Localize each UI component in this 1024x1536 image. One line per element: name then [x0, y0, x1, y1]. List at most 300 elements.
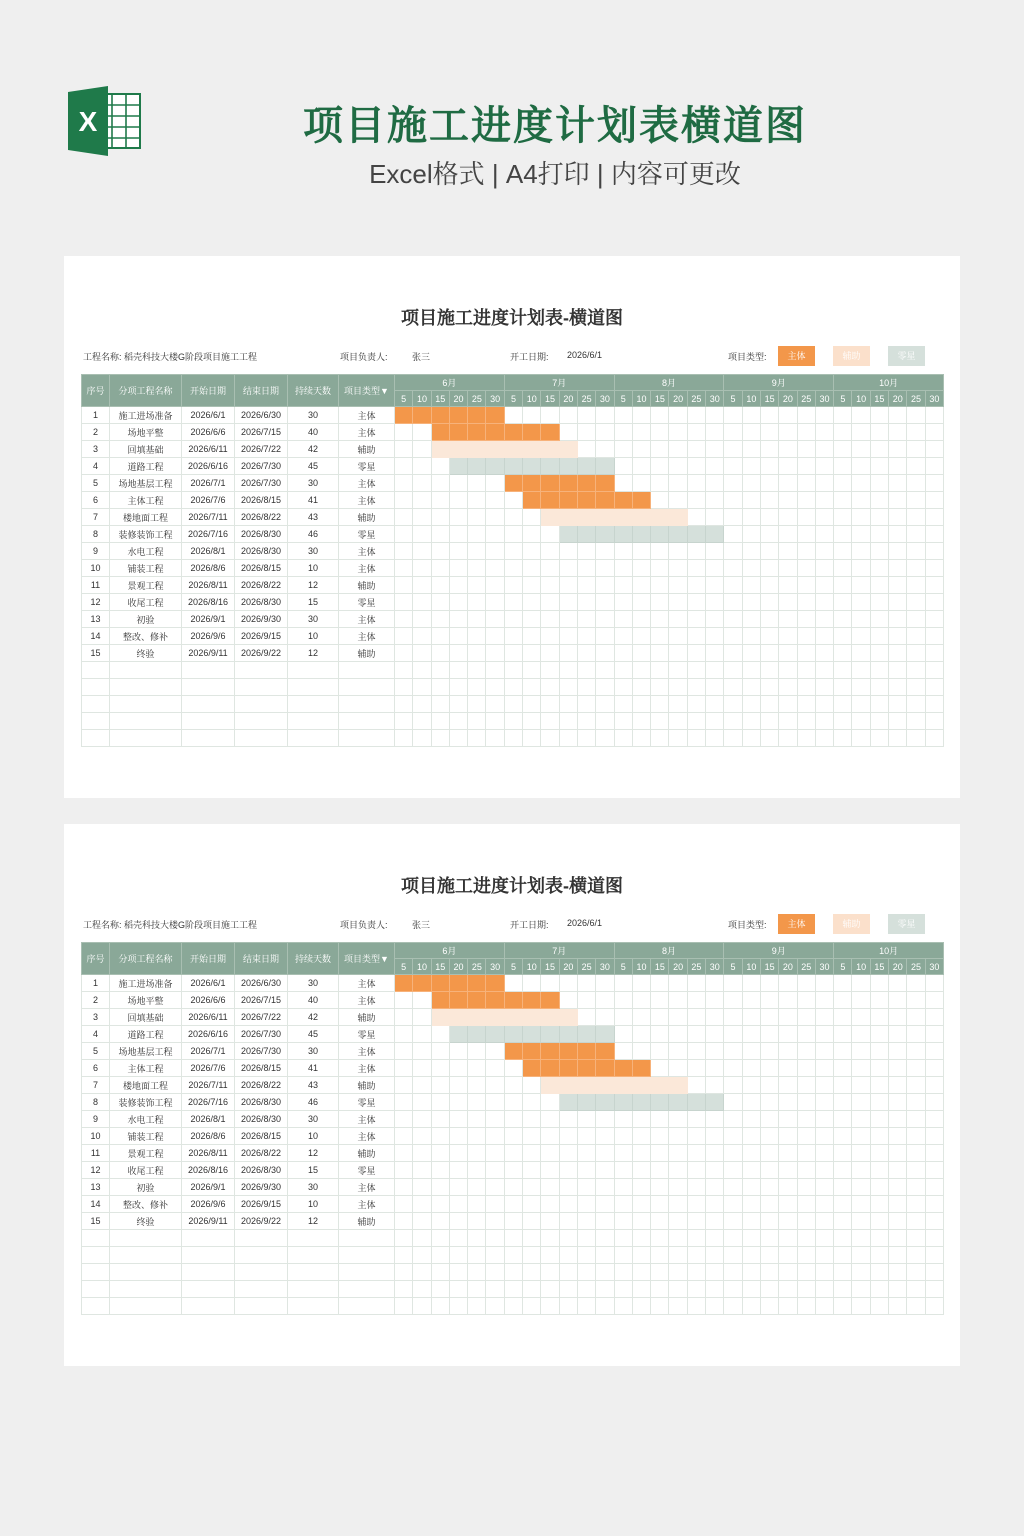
cell-no[interactable]: 13 [82, 611, 110, 628]
cell-type[interactable]: 主体 [339, 492, 395, 509]
header-cell[interactable]: 项目类型▼ [339, 943, 395, 975]
cell-end[interactable]: 2026/8/15 [235, 1060, 288, 1077]
gantt-cell [541, 1111, 559, 1128]
table-row[interactable] [82, 1111, 944, 1128]
gantt-cell [669, 1128, 687, 1145]
cell-name[interactable]: 整改、修补 [110, 628, 182, 645]
gantt-cell [577, 424, 595, 441]
cell-name[interactable]: 主体工程 [110, 492, 182, 509]
cell-days[interactable]: 10 [288, 1128, 339, 1145]
cell-no[interactable]: 1 [82, 407, 110, 424]
cell-start[interactable]: 2026/9/11 [182, 645, 235, 662]
cell-end[interactable]: 2026/9/22 [235, 645, 288, 662]
cell-days[interactable]: 12 [288, 577, 339, 594]
cell-no[interactable]: 4 [82, 1026, 110, 1043]
cell-start[interactable]: 2026/9/1 [182, 611, 235, 628]
gantt-cell [907, 1009, 925, 1026]
cell-type[interactable]: 主体 [339, 992, 395, 1009]
cell-type[interactable]: 辅助 [339, 509, 395, 526]
gantt-cell [632, 1128, 650, 1145]
cell-end[interactable]: 2026/8/30 [235, 1162, 288, 1179]
cell-end[interactable]: 2026/7/30 [235, 1026, 288, 1043]
legend-misc: 零星 [888, 346, 925, 366]
cell-no[interactable]: 5 [82, 1043, 110, 1060]
cell-days[interactable]: 10 [288, 560, 339, 577]
empty-cell [288, 696, 339, 713]
cell-name[interactable]: 整改、修补 [110, 1196, 182, 1213]
empty-cell [541, 662, 559, 679]
empty-cell [182, 713, 235, 730]
table-row[interactable] [82, 424, 944, 441]
cell-end[interactable]: 2026/7/30 [235, 458, 288, 475]
table-row[interactable] [82, 407, 944, 424]
empty-cell [834, 1230, 852, 1247]
cell-name[interactable]: 景观工程 [110, 577, 182, 594]
cell-days[interactable]: 42 [288, 1009, 339, 1026]
gantt-cell [431, 577, 449, 594]
cell-name[interactable]: 道路工程 [110, 1026, 182, 1043]
cell-type[interactable]: 主体 [339, 560, 395, 577]
cell-type[interactable]: 零星 [339, 1094, 395, 1111]
cell-type[interactable]: 主体 [339, 628, 395, 645]
table-row[interactable] [82, 611, 944, 628]
cell-type[interactable]: 零星 [339, 1026, 395, 1043]
legend-main: 主体 [778, 346, 815, 366]
gantt-cell [395, 594, 413, 611]
cell-name[interactable]: 装修装饰工程 [110, 526, 182, 543]
cell-no[interactable]: 10 [82, 560, 110, 577]
cell-name[interactable]: 装修装饰工程 [110, 1094, 182, 1111]
cell-no[interactable]: 10 [82, 1128, 110, 1145]
gantt-cell [834, 458, 852, 475]
cell-name[interactable]: 初验 [110, 1179, 182, 1196]
gantt-cell [797, 1060, 815, 1077]
cell-days[interactable]: 30 [288, 1043, 339, 1060]
gantt-cell [852, 1128, 870, 1145]
cell-days[interactable]: 30 [288, 611, 339, 628]
gantt-cell [504, 1060, 522, 1077]
cell-days[interactable]: 45 [288, 1026, 339, 1043]
gantt-cell [614, 1162, 632, 1179]
cell-name[interactable]: 场地基层工程 [110, 475, 182, 492]
cell-name[interactable]: 主体工程 [110, 1060, 182, 1077]
cell-days[interactable]: 30 [288, 975, 339, 992]
cell-no[interactable]: 15 [82, 1213, 110, 1230]
cell-no[interactable]: 3 [82, 1009, 110, 1026]
month-header: 10月 [834, 375, 944, 391]
cell-start[interactable]: 2026/6/6 [182, 424, 235, 441]
cell-no[interactable]: 1 [82, 975, 110, 992]
empty-cell [815, 1264, 833, 1281]
cell-end[interactable]: 2026/7/22 [235, 1009, 288, 1026]
table-row[interactable] [82, 475, 944, 492]
table-row[interactable] [82, 1162, 944, 1179]
cell-start[interactable]: 2026/9/6 [182, 628, 235, 645]
cell-end[interactable]: 2026/8/30 [235, 1111, 288, 1128]
gantt-cell [413, 424, 431, 441]
empty-cell [468, 1298, 486, 1315]
cell-name[interactable]: 景观工程 [110, 1145, 182, 1162]
gantt-cell [468, 492, 486, 509]
cell-type[interactable]: 零星 [339, 594, 395, 611]
cell-type[interactable]: 主体 [339, 611, 395, 628]
cell-start[interactable]: 2026/6/16 [182, 458, 235, 475]
cell-type[interactable]: 零星 [339, 1162, 395, 1179]
cell-start[interactable]: 2026/7/1 [182, 1043, 235, 1060]
cell-start[interactable]: 2026/7/11 [182, 1077, 235, 1094]
cell-end[interactable]: 2026/9/15 [235, 628, 288, 645]
cell-start[interactable]: 2026/6/1 [182, 407, 235, 424]
day-header: 5 [724, 959, 742, 975]
empty-cell [449, 662, 467, 679]
cell-start[interactable]: 2026/6/11 [182, 441, 235, 458]
empty-cell [907, 730, 925, 747]
cell-no[interactable]: 11 [82, 1145, 110, 1162]
empty-cell [889, 1298, 907, 1315]
gantt-cell [925, 1196, 943, 1213]
cell-no[interactable]: 15 [82, 645, 110, 662]
gantt-cell [431, 1196, 449, 1213]
cell-name[interactable]: 收尾工程 [110, 1162, 182, 1179]
cell-days[interactable]: 40 [288, 424, 339, 441]
cell-no[interactable]: 2 [82, 992, 110, 1009]
cell-start[interactable]: 2026/9/6 [182, 1196, 235, 1213]
table-row[interactable] [82, 594, 944, 611]
table-row[interactable] [82, 543, 944, 560]
cell-name[interactable]: 施工进场准备 [110, 975, 182, 992]
table-row[interactable] [82, 1009, 944, 1026]
cell-days[interactable]: 42 [288, 441, 339, 458]
cell-type[interactable]: 主体 [339, 1043, 395, 1060]
cell-days[interactable]: 30 [288, 407, 339, 424]
empty-cell [288, 1230, 339, 1247]
cell-type[interactable]: 主体 [339, 1111, 395, 1128]
cell-name[interactable]: 楼地面工程 [110, 509, 182, 526]
cell-no[interactable]: 6 [82, 492, 110, 509]
cell-no[interactable]: 8 [82, 1094, 110, 1111]
cell-start[interactable]: 2026/8/11 [182, 1145, 235, 1162]
gantt-cell [413, 577, 431, 594]
gantt-cell [596, 1162, 614, 1179]
cell-name[interactable]: 水电工程 [110, 1111, 182, 1128]
gantt-cell [797, 526, 815, 543]
gantt-cell [449, 1043, 467, 1060]
cell-start[interactable]: 2026/8/6 [182, 1128, 235, 1145]
empty-cell [760, 1281, 778, 1298]
cell-no[interactable]: 8 [82, 526, 110, 543]
table-row[interactable] [82, 492, 944, 509]
cell-days[interactable]: 15 [288, 1162, 339, 1179]
cell-days[interactable]: 30 [288, 1179, 339, 1196]
cell-days[interactable]: 30 [288, 475, 339, 492]
empty-cell [632, 1264, 650, 1281]
empty-cell [706, 1247, 724, 1264]
cell-days[interactable]: 45 [288, 458, 339, 475]
cell-no[interactable]: 12 [82, 1162, 110, 1179]
header-cell: 持续天数 [288, 943, 339, 975]
cell-name[interactable]: 终验 [110, 1213, 182, 1230]
gantt-cell [760, 628, 778, 645]
cell-start[interactable]: 2026/7/16 [182, 1094, 235, 1111]
cell-name[interactable]: 铺装工程 [110, 560, 182, 577]
header-cell[interactable]: 项目类型▼ [339, 375, 395, 407]
cell-end[interactable]: 2026/8/30 [235, 526, 288, 543]
cell-name[interactable]: 场地平整 [110, 992, 182, 1009]
table-row[interactable] [82, 577, 944, 594]
cell-name[interactable]: 道路工程 [110, 458, 182, 475]
cell-name[interactable]: 回填基础 [110, 441, 182, 458]
cell-type[interactable]: 主体 [339, 1196, 395, 1213]
empty-cell [632, 1281, 650, 1298]
cell-type[interactable]: 主体 [339, 407, 395, 424]
cell-type[interactable]: 主体 [339, 1179, 395, 1196]
cell-no[interactable]: 14 [82, 628, 110, 645]
cell-end[interactable]: 2026/9/30 [235, 611, 288, 628]
cell-days[interactable]: 10 [288, 1196, 339, 1213]
gantt-cell [834, 1077, 852, 1094]
cell-type[interactable]: 主体 [339, 424, 395, 441]
cell-no[interactable]: 11 [82, 577, 110, 594]
cell-end[interactable]: 2026/6/30 [235, 407, 288, 424]
empty-cell [614, 730, 632, 747]
cell-no[interactable]: 7 [82, 509, 110, 526]
cell-name[interactable]: 铺装工程 [110, 1128, 182, 1145]
cell-name[interactable]: 水电工程 [110, 543, 182, 560]
gantt-cell [706, 594, 724, 611]
cell-name[interactable]: 楼地面工程 [110, 1077, 182, 1094]
cell-type[interactable]: 辅助 [339, 1213, 395, 1230]
table-row[interactable] [82, 628, 944, 645]
table-row[interactable] [82, 992, 944, 1009]
cell-end[interactable]: 2026/8/22 [235, 509, 288, 526]
cell-name[interactable]: 施工进场准备 [110, 407, 182, 424]
gantt-cell [449, 1179, 467, 1196]
gantt-cell [687, 611, 705, 628]
table-row[interactable] [82, 1026, 944, 1043]
cell-days[interactable]: 30 [288, 1111, 339, 1128]
empty-cell [339, 696, 395, 713]
cell-no[interactable]: 5 [82, 475, 110, 492]
cell-end[interactable]: 2026/8/22 [235, 1077, 288, 1094]
cell-days[interactable]: 46 [288, 1094, 339, 1111]
empty-cell [523, 1247, 541, 1264]
empty-cell [559, 1247, 577, 1264]
cell-type[interactable]: 辅助 [339, 1077, 395, 1094]
gantt-cell [706, 611, 724, 628]
cell-days[interactable]: 40 [288, 992, 339, 1009]
table-row[interactable] [82, 526, 944, 543]
cell-name[interactable]: 收尾工程 [110, 594, 182, 611]
gantt-cell [889, 1077, 907, 1094]
day-header: 25 [797, 959, 815, 975]
cell-start[interactable]: 2026/8/6 [182, 560, 235, 577]
cell-start[interactable]: 2026/6/6 [182, 992, 235, 1009]
gantt-cell [523, 1111, 541, 1128]
table-row[interactable] [82, 509, 944, 526]
cell-end[interactable]: 2026/6/30 [235, 975, 288, 992]
empty-cell [632, 1298, 650, 1315]
cell-type[interactable]: 主体 [339, 1128, 395, 1145]
gantt-cell [395, 628, 413, 645]
cell-type[interactable]: 零星 [339, 526, 395, 543]
empty-cell [834, 679, 852, 696]
cell-end[interactable]: 2026/8/15 [235, 560, 288, 577]
cell-start[interactable]: 2026/6/1 [182, 975, 235, 992]
cell-end[interactable]: 2026/8/22 [235, 1145, 288, 1162]
cell-end[interactable]: 2026/9/15 [235, 1196, 288, 1213]
gantt-cell [559, 1196, 577, 1213]
day-header: 25 [577, 959, 595, 975]
cell-end[interactable]: 2026/7/22 [235, 441, 288, 458]
gantt-cell [724, 543, 742, 560]
empty-cell [706, 713, 724, 730]
cell-days[interactable]: 12 [288, 1213, 339, 1230]
gantt-cell [779, 1094, 797, 1111]
cell-days[interactable]: 46 [288, 526, 339, 543]
cell-no[interactable]: 14 [82, 1196, 110, 1213]
gantt-cell [779, 1162, 797, 1179]
gantt-cell [577, 577, 595, 594]
gantt-cell [797, 424, 815, 441]
cell-days[interactable]: 15 [288, 594, 339, 611]
cell-start[interactable]: 2026/8/1 [182, 543, 235, 560]
cell-end[interactable]: 2026/9/22 [235, 1213, 288, 1230]
cell-type[interactable]: 辅助 [339, 577, 395, 594]
cell-days[interactable]: 10 [288, 628, 339, 645]
cell-days[interactable]: 43 [288, 1077, 339, 1094]
cell-start[interactable]: 2026/8/16 [182, 594, 235, 611]
cell-type[interactable]: 主体 [339, 475, 395, 492]
cell-end[interactable]: 2026/7/30 [235, 1043, 288, 1060]
cell-no[interactable]: 6 [82, 1060, 110, 1077]
cell-start[interactable]: 2026/8/1 [182, 1111, 235, 1128]
empty-cell [706, 1298, 724, 1315]
cell-type[interactable]: 辅助 [339, 441, 395, 458]
cell-end[interactable]: 2026/8/15 [235, 1128, 288, 1145]
cell-name[interactable]: 回填基础 [110, 1009, 182, 1026]
table-row[interactable] [82, 560, 944, 577]
gantt-cell [925, 611, 943, 628]
empty-cell [889, 713, 907, 730]
gantt-cell [889, 1111, 907, 1128]
cell-start[interactable]: 2026/7/11 [182, 509, 235, 526]
cell-name[interactable]: 初验 [110, 611, 182, 628]
table-row[interactable] [82, 1196, 944, 1213]
cell-start[interactable]: 2026/7/6 [182, 492, 235, 509]
start-date-label: 开工日期: [510, 920, 549, 930]
cell-days[interactable]: 41 [288, 492, 339, 509]
cell-end[interactable]: 2026/8/15 [235, 492, 288, 509]
gantt-cell [577, 1128, 595, 1145]
cell-start[interactable]: 2026/9/1 [182, 1179, 235, 1196]
empty-cell [395, 1281, 413, 1298]
cell-start[interactable]: 2026/8/11 [182, 577, 235, 594]
table-row[interactable] [82, 975, 944, 992]
cell-name[interactable]: 终验 [110, 645, 182, 662]
cell-start[interactable]: 2026/6/11 [182, 1009, 235, 1026]
cell-end[interactable]: 2026/8/30 [235, 594, 288, 611]
gantt-cell [797, 1094, 815, 1111]
table-row[interactable] [82, 458, 944, 475]
cell-end[interactable]: 2026/7/30 [235, 475, 288, 492]
cell-days[interactable]: 43 [288, 509, 339, 526]
empty-cell [632, 730, 650, 747]
cell-type[interactable]: 辅助 [339, 645, 395, 662]
cell-name[interactable]: 场地平整 [110, 424, 182, 441]
cell-type[interactable]: 主体 [339, 543, 395, 560]
empty-cell [815, 713, 833, 730]
cell-no[interactable]: 12 [82, 594, 110, 611]
cell-type[interactable]: 主体 [339, 975, 395, 992]
table-row[interactable] [82, 441, 944, 458]
gantt-cell [815, 1043, 833, 1060]
gantt-cell [724, 628, 742, 645]
cell-type[interactable]: 零星 [339, 458, 395, 475]
empty-cell [669, 730, 687, 747]
cell-end[interactable]: 2026/8/30 [235, 1094, 288, 1111]
table-row[interactable] [82, 1094, 944, 1111]
cell-name[interactable]: 场地基层工程 [110, 1043, 182, 1060]
empty-cell [541, 1247, 559, 1264]
cell-no[interactable]: 3 [82, 441, 110, 458]
table-row[interactable] [82, 1179, 944, 1196]
cell-days[interactable]: 30 [288, 543, 339, 560]
cell-no[interactable]: 7 [82, 1077, 110, 1094]
gantt-bar-cell [541, 1009, 559, 1026]
cell-no[interactable]: 9 [82, 1111, 110, 1128]
cell-no[interactable]: 9 [82, 543, 110, 560]
cell-days[interactable]: 41 [288, 1060, 339, 1077]
gantt-cell [834, 1026, 852, 1043]
cell-start[interactable]: 2026/9/11 [182, 1213, 235, 1230]
cell-days[interactable]: 12 [288, 645, 339, 662]
cell-start[interactable]: 2026/6/16 [182, 1026, 235, 1043]
gantt-bar-cell [431, 441, 449, 458]
cell-type[interactable]: 辅助 [339, 1009, 395, 1026]
table-row[interactable] [82, 1060, 944, 1077]
cell-type[interactable]: 辅助 [339, 1145, 395, 1162]
table-row[interactable] [82, 1077, 944, 1094]
table-row[interactable] [82, 1213, 944, 1230]
cell-no[interactable]: 2 [82, 424, 110, 441]
cell-start[interactable]: 2026/7/1 [182, 475, 235, 492]
cell-type[interactable]: 主体 [339, 1060, 395, 1077]
cell-end[interactable]: 2026/8/30 [235, 543, 288, 560]
gantt-cell [504, 1128, 522, 1145]
gantt-cell [449, 475, 467, 492]
gantt-cell [907, 1026, 925, 1043]
cell-no[interactable]: 13 [82, 1179, 110, 1196]
table-row[interactable] [82, 645, 944, 662]
table-row[interactable] [82, 1145, 944, 1162]
cell-start[interactable]: 2026/7/16 [182, 526, 235, 543]
empty-cell [468, 730, 486, 747]
cell-end[interactable]: 2026/8/22 [235, 577, 288, 594]
cell-start[interactable]: 2026/8/16 [182, 1162, 235, 1179]
gantt-bar-cell [504, 424, 522, 441]
cell-start[interactable]: 2026/7/6 [182, 1060, 235, 1077]
empty-cell [449, 713, 467, 730]
gantt-cell [834, 577, 852, 594]
gantt-cell [395, 1162, 413, 1179]
cell-end[interactable]: 2026/7/15 [235, 424, 288, 441]
cell-days[interactable]: 12 [288, 1145, 339, 1162]
table-row[interactable] [82, 1128, 944, 1145]
cell-end[interactable]: 2026/7/15 [235, 992, 288, 1009]
table-row[interactable] [82, 1043, 944, 1060]
cell-no[interactable]: 4 [82, 458, 110, 475]
cell-end[interactable]: 2026/9/30 [235, 1179, 288, 1196]
